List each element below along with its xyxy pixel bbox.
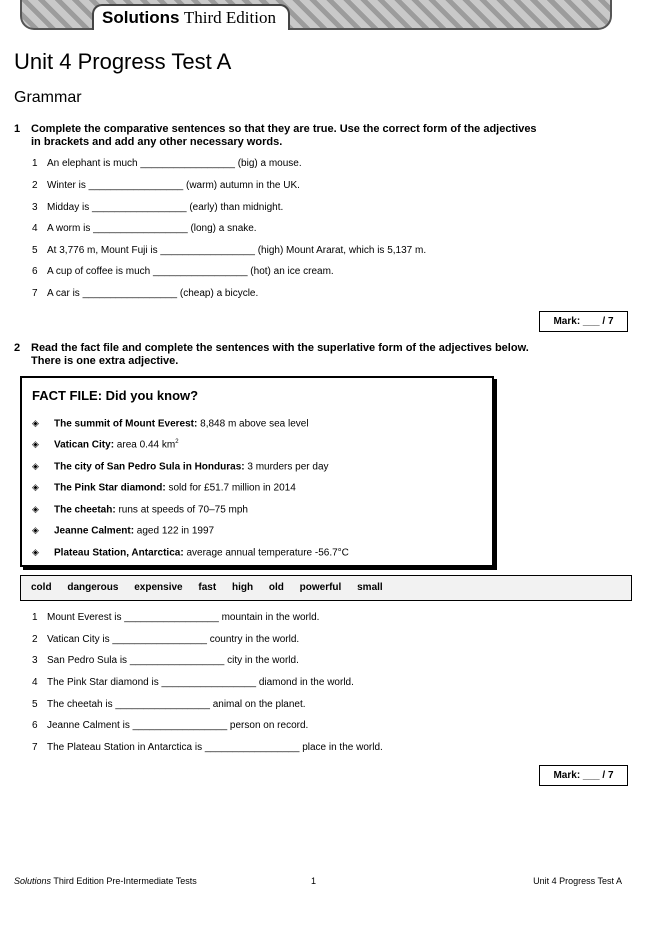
mark-box[interactable]: Mark: ___ / 7 (539, 311, 628, 332)
exercise-item: 3 Midday is _________________ (early) than midnight. (32, 202, 284, 213)
header-banner (20, 0, 612, 30)
word-option: expensive (134, 582, 183, 593)
fact-item: ◈ Plateau Station, Antarctica: average annual temperature -56.7°C (32, 547, 349, 559)
mark-box[interactable]: Mark: ___ / 7 (539, 765, 628, 786)
footer-left: Solutions Third Edition Pre-Intermediate Tests (14, 876, 197, 886)
word-option: cold (31, 582, 52, 593)
word-option: high (231, 582, 254, 593)
fact-file-title: FACT FILE: Did you know? (32, 388, 199, 403)
item-text: Mount Everest is _________________ mountain in the world. (47, 612, 320, 623)
exercise-item: 3 San Pedro Sula is _________________ city in the world. (32, 655, 299, 666)
task-2-instruction (14, 342, 614, 368)
word-option: powerful (299, 582, 342, 593)
page-title: Unit 4 Progress Test A (14, 49, 232, 74)
diamond-bullet-icon: ◈ (32, 439, 39, 450)
exercise-item: 7 The Plateau Station in Antarctica is _________________ place in the world. (32, 742, 383, 753)
brand-edition: Third Edition (183, 8, 276, 27)
fact-item: ◈ The cheetah: runs at speeds of 70–75 mph (32, 504, 248, 516)
exercise-item: 6 A cup of coffee is much _________________ (hot) an ice cream. (32, 266, 334, 277)
exercise-item: 1 Mount Everest is _________________ mountain in the world. (32, 612, 320, 623)
item-text: At 3,776 m, Mount Fuji is _________________ (high) Mount Ararat, which is 5,137 m. (47, 245, 427, 256)
word-option: dangerous (67, 582, 119, 593)
task-number: 1 (14, 123, 21, 135)
item-text: Jeanne Calment is _________________ person on record. (47, 720, 309, 731)
exercise-item: 7 A car is _________________ (cheap) a bicycle. (32, 288, 259, 299)
word-option: fast (198, 582, 217, 593)
item-text: A car is _________________ (cheap) a bicycle. (47, 288, 259, 299)
word-option: small (357, 582, 383, 593)
task-number: 2 (14, 342, 21, 354)
item-text: The Plateau Station in Antarctica is _________________ place in the world. (47, 742, 383, 753)
exercise-item: 5 The cheetah is _________________ animal on the planet. (32, 699, 306, 710)
diamond-bullet-icon: ◈ (32, 504, 39, 515)
footer-right: Unit 4 Progress Test A (533, 876, 622, 886)
item-text: The cheetah is _________________ animal on the planet. (47, 699, 306, 710)
exercise-item: 2 Winter is _________________ (warm) autumn in the UK. (32, 180, 300, 191)
item-text: A worm is _________________ (long) a snake. (47, 223, 257, 234)
item-text: A cup of coffee is much _________________ (hot) an ice cream. (47, 266, 334, 277)
fact-item: ◈ The Pink Star diamond: sold for £51.7 million in 2014 (32, 482, 296, 494)
word-option: old (268, 582, 284, 593)
item-text: Vatican City is _________________ country in the world. (47, 634, 300, 645)
fact-item: ◈ The city of San Pedro Sula in Honduras: 3 murders per day (32, 461, 329, 473)
task-1-instruction (14, 123, 614, 149)
page-number: 1 (311, 876, 317, 886)
item-text: Winter is _________________ (warm) autumn in the UK. (47, 180, 300, 191)
task-text: Complete the comparative sentences so that they are true. Use the correct form of the adjectives in brackets and add any other necessary words. (31, 123, 537, 148)
exercise-item: 1 An elephant is much _________________ (big) a mouse. (32, 158, 302, 169)
diamond-bullet-icon: ◈ (32, 482, 39, 493)
exercise-item: 6 Jeanne Calment is _________________ person on record. (32, 720, 309, 731)
diamond-bullet-icon: ◈ (32, 461, 39, 472)
brand-tab (92, 4, 290, 30)
item-text: Midday is _________________ (early) than midnight. (47, 202, 284, 213)
item-text: San Pedro Sula is _________________ city in the world. (47, 655, 299, 666)
exercise-item: 5 At 3,776 m, Mount Fuji is _________________ (high) Mount Ararat, which is 5,137 m. (32, 245, 427, 256)
fact-file-box (20, 376, 494, 567)
diamond-bullet-icon: ◈ (32, 525, 39, 536)
exercise-item: 2 Vatican City is _________________ country in the world. (32, 634, 300, 645)
item-text: The Pink Star diamond is _________________ diamond in the world. (47, 677, 354, 688)
fact-item: ◈ Jeanne Calment: aged 122 in 1997 (32, 525, 215, 537)
item-text: An elephant is much _________________ (big) a mouse. (47, 158, 302, 169)
exercise-item: 4 A worm is _________________ (long) a snake. (32, 223, 257, 234)
exercise-item: 4 The Pink Star diamond is _________________ diamond in the world. (32, 677, 354, 688)
fact-item: ◈ The summit of Mount Everest: 8,848 m above sea level (32, 418, 309, 430)
brand-name: Solutions (102, 8, 180, 27)
task-text: Read the fact file and complete the sentences with the superlative form of the adjectives below. There is one extra adjective. (31, 342, 529, 367)
word-box (20, 575, 632, 601)
fact-item: ◈ Vatican City: area 0.44 $km^2$ (32, 439, 179, 451)
diamond-bullet-icon: ◈ (32, 418, 39, 429)
diamond-bullet-icon: ◈ (32, 547, 39, 558)
section-heading: Grammar (14, 89, 82, 106)
